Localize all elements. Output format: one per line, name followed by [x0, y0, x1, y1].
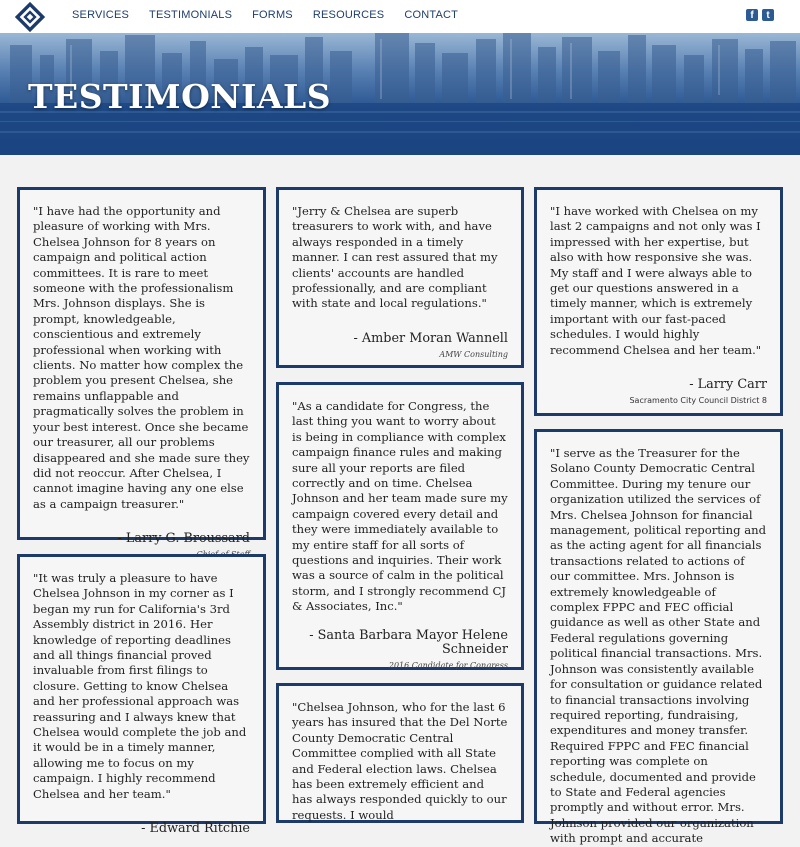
testimonial-org: Sacramento City Council District 8	[629, 396, 767, 406]
testimonial-card	[276, 187, 524, 368]
testimonial-quote: "Jerry & Chelsea are superb treasurers to work with, and have always responded in a timely manner. I can rest assured that my clients' accounts are handled professionally, and are compliant with state and local regulations."	[292, 204, 498, 311]
facebook-icon[interactable]: f	[746, 9, 758, 21]
testimonial-author: - Larry G. Broussard	[117, 531, 250, 547]
testimonial-card	[534, 429, 783, 846]
testimonial-quote: "I have worked with Chelsea on my last 2 campaigns and not only was I impressed with her expertise, but also with how responsive she was. My staff and I were always able to get our questions answered in a timely manner, which is extremely important with our fast-paced schedules. I would highly recommend Chelsea and her team."	[550, 204, 762, 357]
logo-icon[interactable]	[16, 3, 44, 31]
social-links	[746, 9, 774, 21]
nav-link-forms[interactable]: FORMS	[252, 9, 293, 21]
testimonial-role: 2016 Candidate for Congress	[388, 660, 508, 670]
testimonial-quote: "As a candidate for Congress, the last thing you want to worry about is being in compliance with complex campaign finance rules and making sure all your reports are filed correctly and on time. Chelsea Johnson and her team made sure my campaign covered every detail and they were immediately available to my entire staff for all sorts of questions and inquiries. Their work was a source of calm in the political storm, and I strongly recommend CJ & Associates, Inc."	[292, 399, 508, 614]
testimonial-card	[276, 382, 524, 670]
page-title: TESTIMONIALS	[28, 77, 332, 116]
nav-link-resources[interactable]: RESOURCES	[312, 9, 385, 21]
testimonial-quote: "It was truly a pleasure to have Chelsea Johnson in my corner as I began my run for California's 3rd Assembly district in 2016. Her knowledge of reporting deadlines and all things financial proved invaluable from first filings to closure. Getting to know Chelsea and her professional approach was reassuring and I always knew that Chelsea would complete the job and it would be in a timely manner, allowing me to focus on my campaign. I highly recommend Chelsea and her team."	[33, 571, 247, 801]
testimonial-card	[17, 187, 266, 547]
testimonial-quote: "I serve as the Treasurer for the Solano County Democratic Central Committee. During my tenure our organization utilized the services of Mrs. Chelsea Johnson for financial management, political reporting and as the acting agent for all financials transactions related to actions of our committee. Mrs. Johnson is extremely knowledgeable of complex FPPC and FEC official guidance as well as other State and Federal regulations governing political financial transactions. Mrs. Johnson was consistently available for consultation or guidance related to financial transactions involving required reporting, fundraising, expenditures and money transfer. Required FPPC and FEC financial reporting was complete on schedule, documented and provide to State and Federal agencies promptly and without error. Mrs. Johnson provided our organization with prompt and accurate	[550, 446, 766, 846]
nav-link-contact[interactable]: CONTACT	[404, 9, 459, 21]
testimonial-quote: "I have had the opportunity and pleasure of working with Mrs. Chelsea Johnson for 8 years on campaign and political action committees. It is rare to meet someone with the professionalism Mrs. Johnson displays. She is prompt, knowledgeable, conscientious and extremely professional when working with clients. No matter how complex the problem you present Chelsea, she remains unflappable and pragmatically solves the problem in your best interest. Once she became our treasurer, all our problems disappeared and she made sure they did not reoccur. After Chelsea, I cannot imagine having any one else as a campaign treasurer."	[33, 204, 250, 511]
testimonial-card	[17, 554, 266, 837]
testimonial-role: AMW Consulting	[439, 349, 508, 359]
testimonial-card	[534, 187, 783, 416]
testimonial-author: - Edward Ritchie	[141, 821, 250, 837]
nav-menu	[72, 9, 458, 21]
nav-link-services[interactable]: SERVICES	[72, 9, 130, 21]
twitter-icon[interactable]: t	[762, 9, 774, 21]
testimonial-quote: "Chelsea Johnson, who for the last 6 years has insured that the Del Norte County Democratic Central Committee complied with all State and Federal election laws. Chelsea has been extremely efficient and has always responded quickly to our requests. I would	[292, 700, 508, 822]
nav-link-testimonials[interactable]: TESTIMONIALS	[149, 9, 233, 21]
top-nav	[0, 0, 800, 33]
testimonial-card	[276, 683, 524, 823]
hero-banner	[0, 33, 800, 155]
testimonial-author: - Amber Moran Wannell	[353, 330, 508, 346]
testimonial-author: - Santa Barbara Mayor Helene Schneider	[309, 627, 508, 657]
testimonial-author: - Larry Carr	[689, 377, 767, 393]
